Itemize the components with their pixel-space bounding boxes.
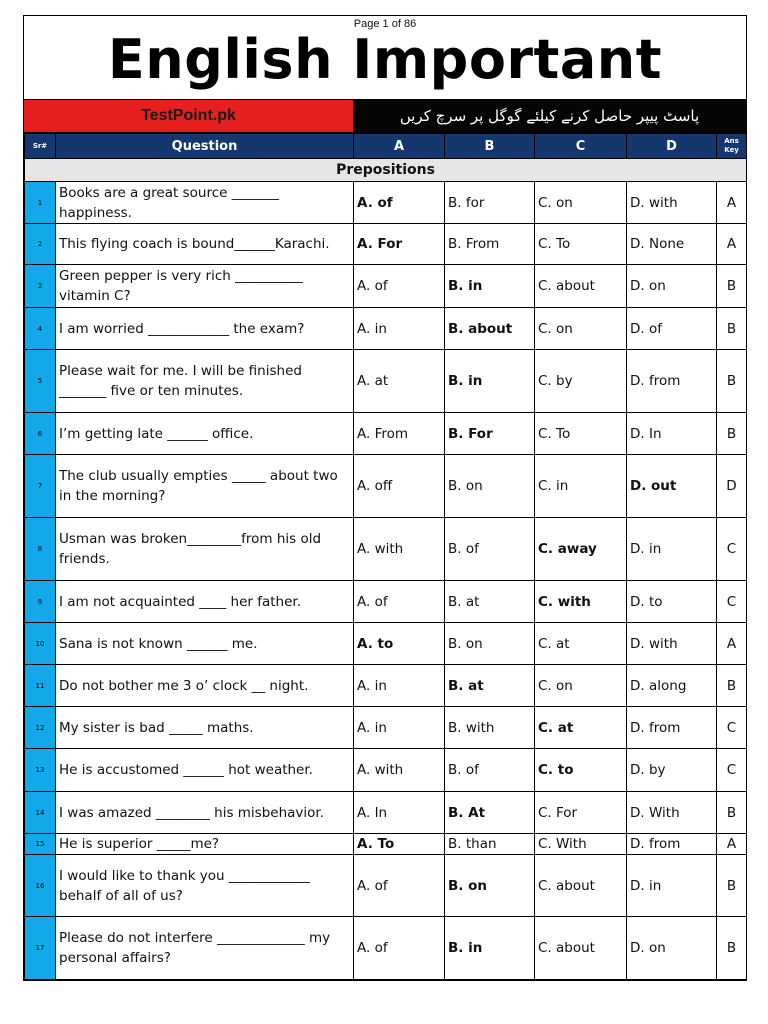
row-number: 16	[25, 855, 56, 917]
row-number: 1	[25, 182, 56, 224]
option-c: C. by	[535, 350, 627, 413]
option-c: C. in	[535, 455, 627, 518]
option-b: B. in	[445, 917, 535, 980]
table-row	[25, 834, 747, 855]
row-number: 4	[25, 308, 56, 350]
page-title: English Important	[107, 28, 663, 91]
option-c: C. With	[535, 834, 627, 855]
banner	[24, 100, 746, 133]
option-d: D. from	[627, 707, 717, 749]
table-row	[25, 182, 747, 224]
answer-key: B	[717, 917, 747, 980]
answer-key: B	[717, 413, 747, 455]
table-row	[25, 665, 747, 707]
option-a: A. For	[354, 224, 445, 265]
option-d: D. With	[627, 792, 717, 834]
table-header-row	[25, 134, 747, 159]
table-row	[25, 413, 747, 455]
answer-key: B	[717, 265, 747, 308]
title-block	[24, 16, 746, 100]
mcq-table	[24, 133, 747, 980]
option-b: B. in	[445, 265, 535, 308]
table-row	[25, 518, 747, 581]
table-row	[25, 581, 747, 623]
option-d: D. to	[627, 581, 717, 623]
option-c: C. on	[535, 665, 627, 707]
option-a: A. at	[354, 350, 445, 413]
question-text: Do not bother me 3 o’ clock __ night.	[56, 665, 354, 707]
option-b: B. about	[445, 308, 535, 350]
option-b: B. on	[445, 623, 535, 665]
option-b: B. at	[445, 665, 535, 707]
page-label: Page 1 of 86	[353, 18, 417, 30]
table-row	[25, 455, 747, 518]
option-a: A. in	[354, 308, 445, 350]
option-c: C. at	[535, 623, 627, 665]
option-b: B. of	[445, 518, 535, 581]
question-text: Usman was broken________from his old friends.	[56, 518, 354, 581]
option-c: C. away	[535, 518, 627, 581]
question-text: I was amazed ________ his misbehavior.	[56, 792, 354, 834]
col-ans-key: Ans Key	[717, 134, 747, 159]
row-number: 12	[25, 707, 56, 749]
table-row	[25, 749, 747, 792]
answer-key: B	[717, 792, 747, 834]
option-b: B. At	[445, 792, 535, 834]
option-b: B. than	[445, 834, 535, 855]
option-c: C. to	[535, 749, 627, 792]
option-c: C. about	[535, 855, 627, 917]
option-c: C. about	[535, 917, 627, 980]
table-row	[25, 224, 747, 265]
option-d: D. by	[627, 749, 717, 792]
option-a: A. of	[354, 265, 445, 308]
site-name: TestPoint.pk	[24, 100, 353, 132]
row-number: 10	[25, 623, 56, 665]
table-row	[25, 792, 747, 834]
row-number: 13	[25, 749, 56, 792]
row-number: 8	[25, 518, 56, 581]
row-number: 14	[25, 792, 56, 834]
option-a: A. of	[354, 917, 445, 980]
option-b: B. in	[445, 350, 535, 413]
option-d: D. along	[627, 665, 717, 707]
row-number: 9	[25, 581, 56, 623]
question-text: Sana is not known ______ me.	[56, 623, 354, 665]
table-row	[25, 623, 747, 665]
option-c: C. To	[535, 224, 627, 265]
option-b: B. for	[445, 182, 535, 224]
option-d: D. with	[627, 182, 717, 224]
option-d: D. of	[627, 308, 717, 350]
question-text: Books are a great source _______ happiness.	[56, 182, 354, 224]
row-number: 3	[25, 265, 56, 308]
question-text: I would like to thank you ____________ behalf of all of us?	[56, 855, 354, 917]
question-text: He is superior _____me?	[56, 834, 354, 855]
answer-key: B	[717, 855, 747, 917]
question-text: Please do not interfere _____________ my personal affairs?	[56, 917, 354, 980]
option-b: B. For	[445, 413, 535, 455]
col-a: A	[354, 134, 445, 159]
answer-key: B	[717, 350, 747, 413]
answer-key: C	[717, 707, 747, 749]
question-text: This flying coach is bound______Karachi.	[56, 224, 354, 265]
option-a: A. in	[354, 665, 445, 707]
table-row	[25, 265, 747, 308]
row-number: 11	[25, 665, 56, 707]
row-number: 7	[25, 455, 56, 518]
option-d: D. out	[627, 455, 717, 518]
option-a: A. to	[354, 623, 445, 665]
row-number: 15	[25, 834, 56, 855]
row-number: 6	[25, 413, 56, 455]
answer-key: B	[717, 308, 747, 350]
answer-key: A	[717, 224, 747, 265]
answer-key: A	[717, 623, 747, 665]
question-text: The club usually empties _____ about two in the morning?	[56, 455, 354, 518]
question-text: I’m getting late ______ office.	[56, 413, 354, 455]
option-d: D. from	[627, 834, 717, 855]
option-c: C. on	[535, 308, 627, 350]
answer-key: C	[717, 581, 747, 623]
row-number: 17	[25, 917, 56, 980]
option-c: C. with	[535, 581, 627, 623]
table-row	[25, 707, 747, 749]
option-a: A. off	[354, 455, 445, 518]
document-page	[23, 15, 747, 981]
option-b: B. From	[445, 224, 535, 265]
option-b: B. of	[445, 749, 535, 792]
col-sr: Sr#	[25, 134, 56, 159]
answer-key: A	[717, 834, 747, 855]
option-b: B. with	[445, 707, 535, 749]
option-b: B. on	[445, 855, 535, 917]
option-d: D. in	[627, 518, 717, 581]
option-b: B. at	[445, 581, 535, 623]
option-b: B. on	[445, 455, 535, 518]
question-text: My sister is bad _____ maths.	[56, 707, 354, 749]
table-row	[25, 350, 747, 413]
row-number: 5	[25, 350, 56, 413]
answer-key: B	[717, 665, 747, 707]
question-text: I am worried ____________ the exam?	[56, 308, 354, 350]
section-title: Prepositions	[25, 159, 747, 182]
question-text: Please wait for me. I will be finished _______ five or ten minutes.	[56, 350, 354, 413]
option-c: C. To	[535, 413, 627, 455]
row-number: 2	[25, 224, 56, 265]
option-a: A. of	[354, 855, 445, 917]
option-d: D. None	[627, 224, 717, 265]
question-text: I am not acquainted ____ her father.	[56, 581, 354, 623]
table-row	[25, 917, 747, 980]
option-d: D. in	[627, 855, 717, 917]
option-a: A. From	[354, 413, 445, 455]
option-d: D. from	[627, 350, 717, 413]
question-text: He is accustomed ______ hot weather.	[56, 749, 354, 792]
col-c: C	[535, 134, 627, 159]
table-row	[25, 855, 747, 917]
answer-key: A	[717, 182, 747, 224]
option-a: A. of	[354, 581, 445, 623]
option-c: C. For	[535, 792, 627, 834]
answer-key: C	[717, 749, 747, 792]
section-row	[25, 159, 747, 182]
col-b: B	[445, 134, 535, 159]
option-c: C. about	[535, 265, 627, 308]
option-d: D. In	[627, 413, 717, 455]
option-d: D. on	[627, 265, 717, 308]
option-a: A. In	[354, 792, 445, 834]
table-row	[25, 308, 747, 350]
option-c: C. at	[535, 707, 627, 749]
answer-key: C	[717, 518, 747, 581]
col-d: D	[627, 134, 717, 159]
col-question: Question	[56, 134, 354, 159]
option-a: A. with	[354, 749, 445, 792]
option-a: A. To	[354, 834, 445, 855]
option-d: D. on	[627, 917, 717, 980]
option-a: A. in	[354, 707, 445, 749]
option-a: A. with	[354, 518, 445, 581]
question-text: Green pepper is very rich __________ vitamin C?	[56, 265, 354, 308]
option-a: A. of	[354, 182, 445, 224]
option-c: C. on	[535, 182, 627, 224]
answer-key: D	[717, 455, 747, 518]
option-d: D. with	[627, 623, 717, 665]
urdu-note: پاسٹ پیپر حاصل کرنے کیلئے گوگل پر سرچ کریں	[353, 100, 746, 132]
